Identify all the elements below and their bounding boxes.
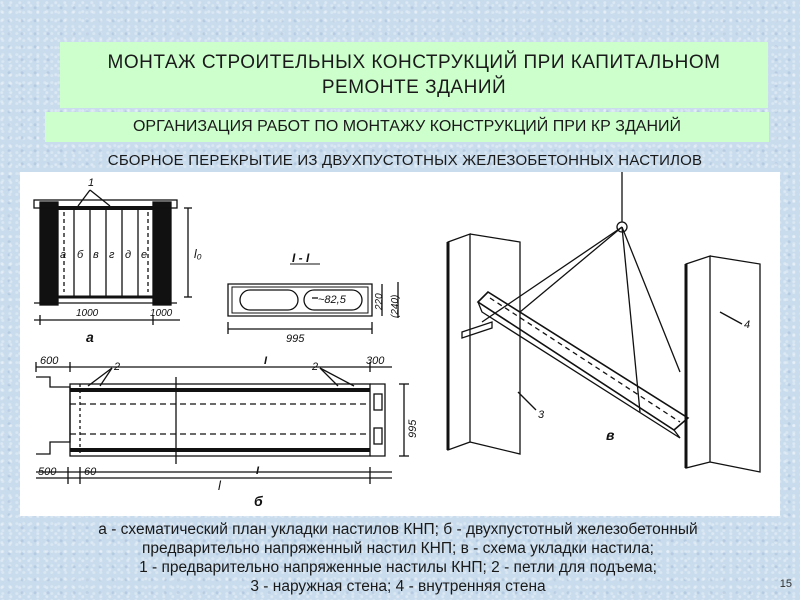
legend-line-4: 3 - наружная стена; 4 - внутренняя стена [250,578,546,595]
plan-callout-1: 1 [88,177,95,189]
slide-title: МОНТАЖ СТРОИТЕЛЬНЫХ КОНСТРУКЦИЙ ПРИ КАПИТАЛЬНОМ РЕМОНТЕ ЗДАНИЙ [107,52,721,98]
slab-length-label: l [218,478,221,493]
legend-line-1: а - схематический план укладки настилов КНП; б - двухпустотный железобетонный [98,521,698,538]
plan-letter-a: а [60,249,67,261]
plan-letter-b: б [77,249,84,261]
section-dim-height: 220 [374,293,385,310]
plan-panel-label: а [86,329,94,345]
install-callout-4: 4 [744,319,751,331]
install-labels [538,319,750,443]
plan-letter-e: е [141,249,148,261]
slab-cut-top: I [264,355,268,367]
slab-dim-995: 995 [407,419,419,438]
slab-dim-300: 300 [366,355,385,367]
technical-drawing [20,172,780,516]
section-dim-width: 995 [286,333,305,345]
section-title: I - I [292,251,310,265]
slide-subtitle: ОРГАНИЗАЦИЯ РАБОТ ПО МОНТАЖУ КОНСТРУКЦИЙ ПРИ КР ЗДАНИЙ [132,118,682,135]
legend [18,520,778,596]
install-callout-3: 3 [538,409,545,421]
page-number: 15 [779,578,792,590]
figure-caption: СБОРНОЕ ПЕРЕКРЫТИЕ ИЗ ДВУХПУСТОТНЫХ ЖЕЛЕЗОБЕТОННЫХ НАСТИЛОВ [107,152,703,169]
install-panel-label: в [606,427,615,443]
installation-drawing [448,172,760,472]
plan-letter-g: г [109,249,115,261]
slab-dim-600: 600 [40,355,59,367]
plan-letter-d: д [125,249,132,261]
plan-span-label: l₀ [194,247,202,261]
slab-dim-60: 60 [84,466,97,478]
plan-dim-left: 1000 [76,308,99,319]
slab-callout-2-right: 2 [312,361,319,373]
slab-labels [38,355,419,509]
slide-subtitle-box [45,112,769,142]
slab-panel-label: б [254,493,263,509]
slide-title-box [60,42,768,108]
section-drawing [228,264,398,334]
plan-dim-right: 1000 [150,308,173,319]
section-labels [286,251,401,345]
drawing-canvas [20,172,780,516]
plan-letter-v: в [93,249,99,261]
section-dim-height-alt: (240) [390,294,401,318]
slab-cut-bottom: I [256,465,260,477]
slab-dim-500: 500 [38,466,57,478]
legend-line-2: предварительно напряженный настил КНП; в - схема укладки настила; [142,540,654,557]
section-hole-label: ~82,5 [318,294,346,306]
legend-line-3: 1 - предварительно напряженные настилы КНП; 2 - петли для подъема; [139,559,657,576]
slab-callout-2-left: 2 [114,361,121,373]
